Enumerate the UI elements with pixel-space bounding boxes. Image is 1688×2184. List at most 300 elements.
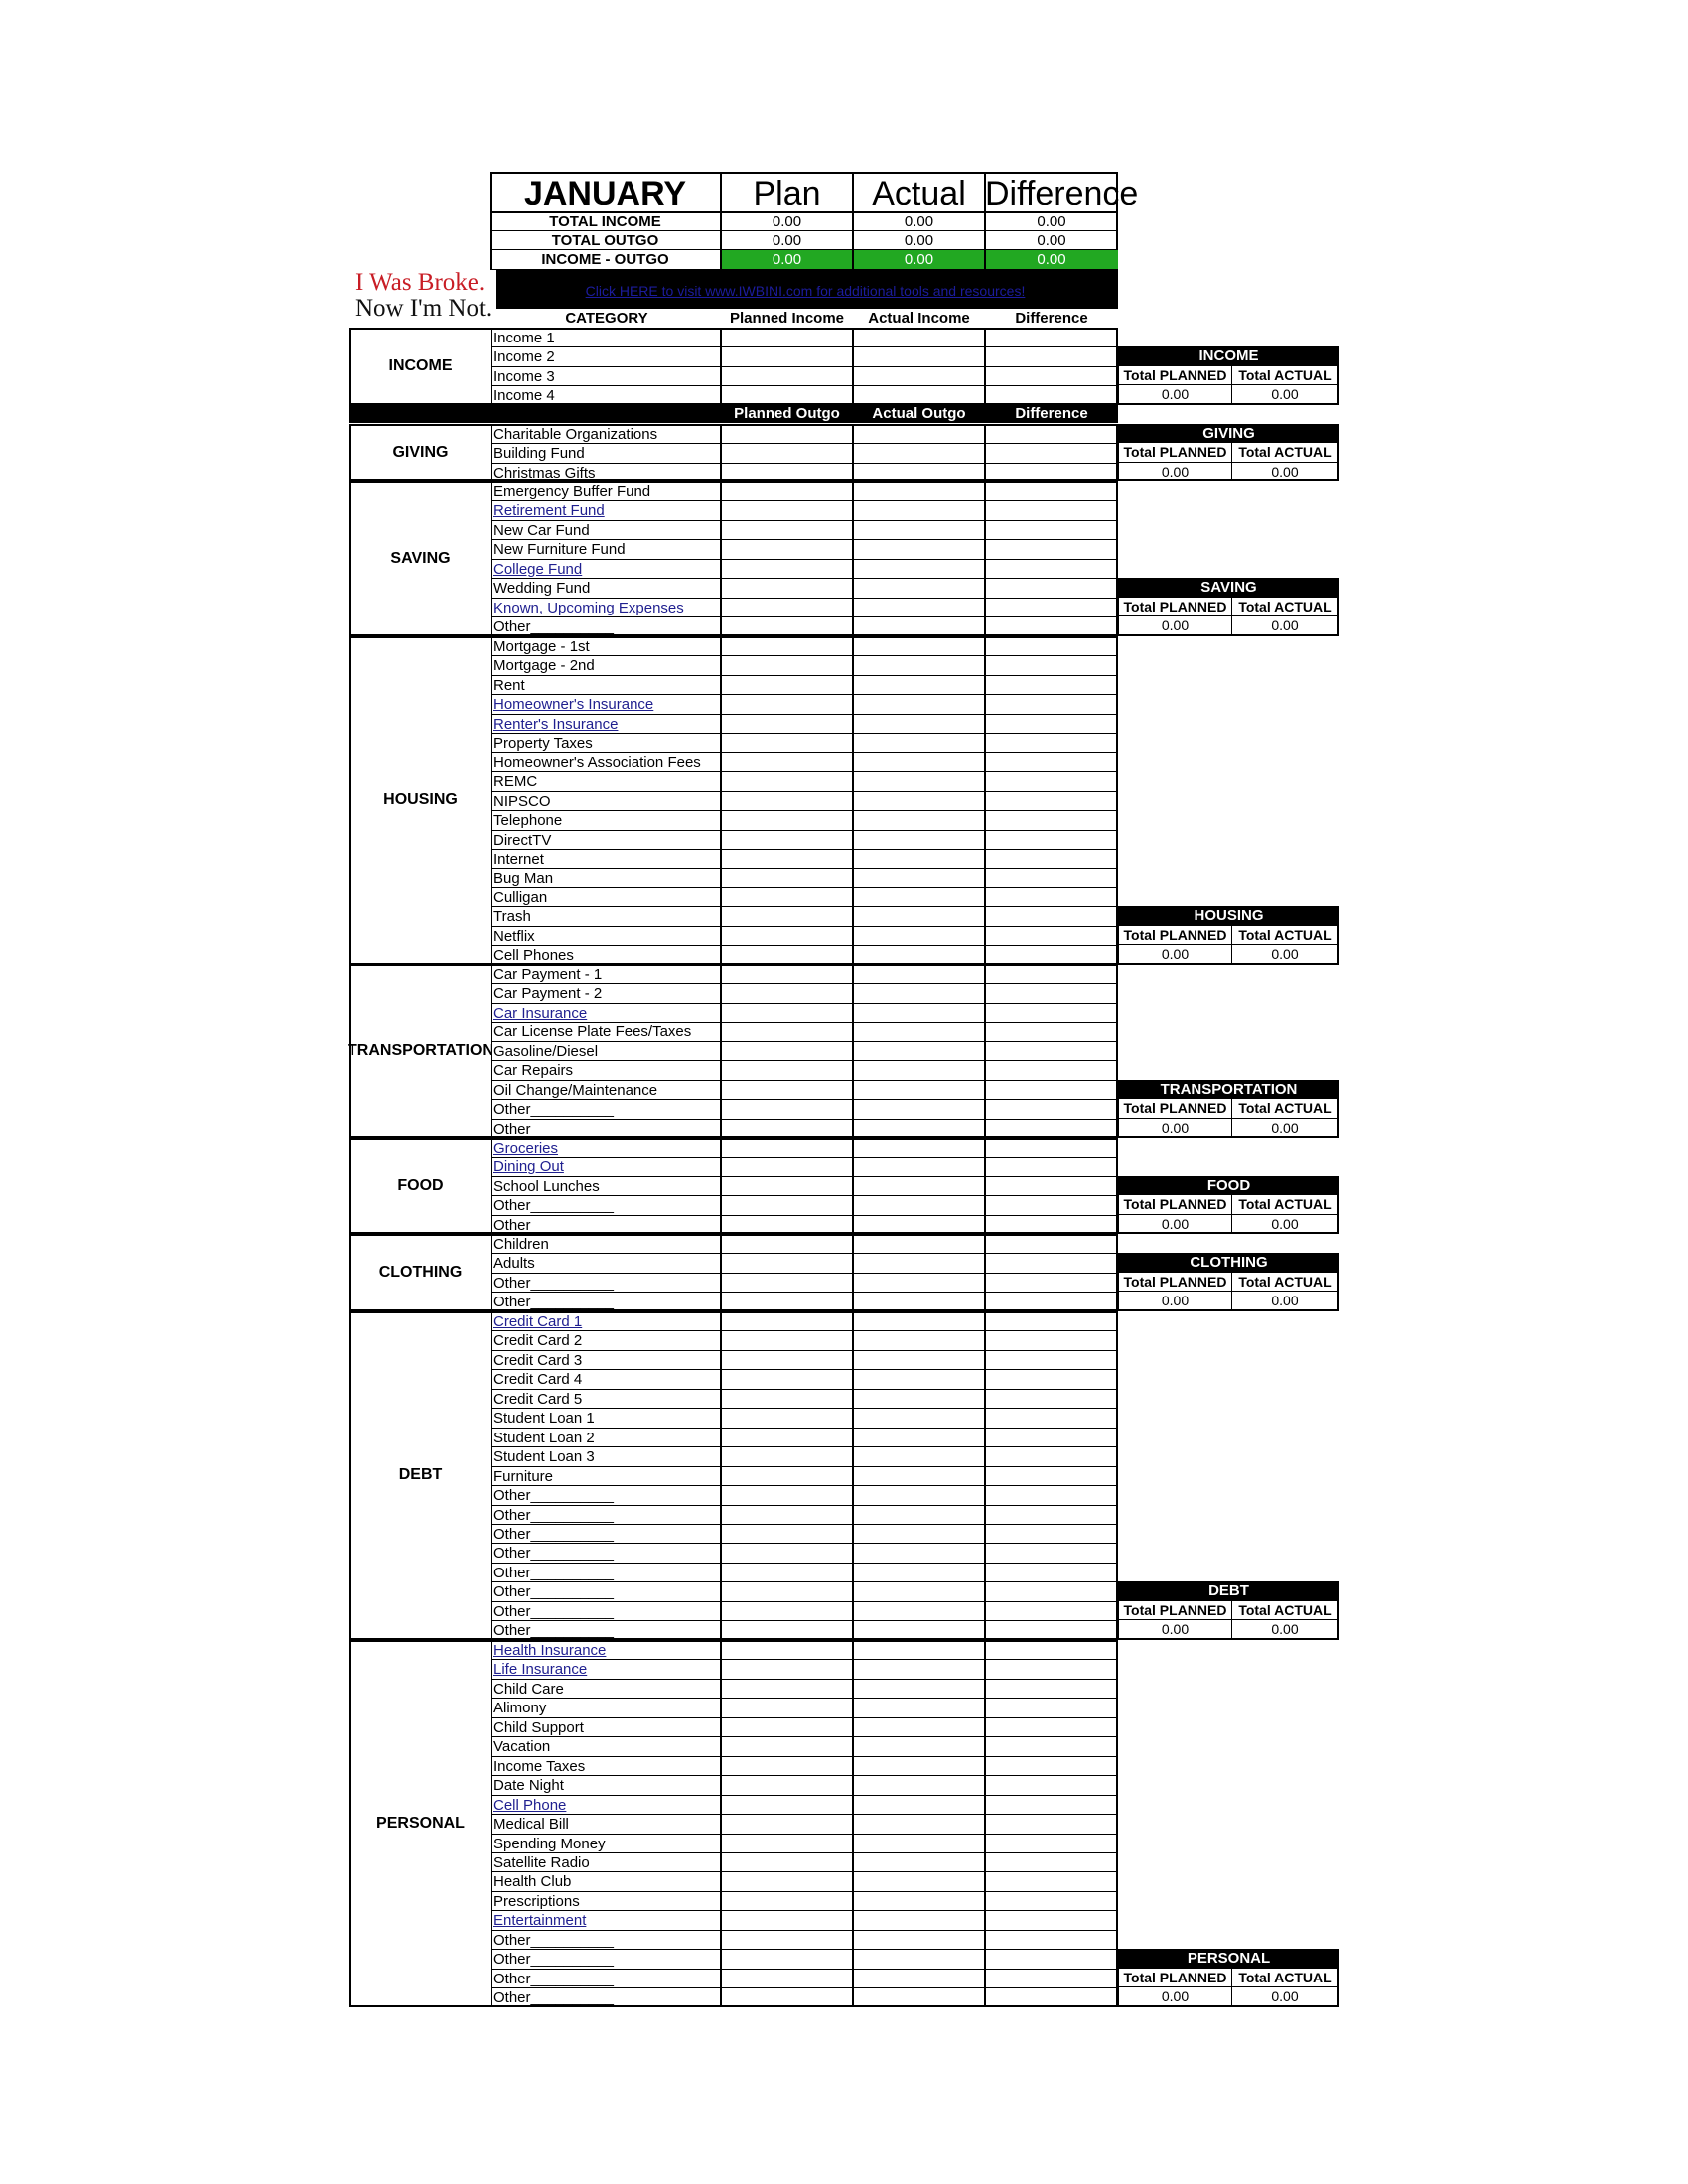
row-saving-difference-input[interactable] bbox=[986, 617, 1116, 634]
summary-net-difference[interactable]: 0.00 bbox=[985, 250, 1118, 269]
row-income-planned-input[interactable] bbox=[722, 367, 851, 384]
row-debt-difference-input[interactable] bbox=[986, 1390, 1116, 1407]
row-housing-difference-input[interactable] bbox=[986, 831, 1116, 848]
summary-total-outgo-plan[interactable]: 0.00 bbox=[772, 232, 802, 249]
row-saving-actual-input[interactable] bbox=[854, 521, 983, 538]
row-food-planned-input[interactable] bbox=[722, 1177, 851, 1194]
row-transportation-actual-input[interactable] bbox=[854, 1004, 983, 1021]
row-housing-difference-input[interactable] bbox=[986, 676, 1116, 693]
row-personal-difference-input[interactable] bbox=[986, 1970, 1116, 1986]
row-housing-difference-input[interactable] bbox=[986, 811, 1116, 828]
row-clothing-planned-input[interactable] bbox=[722, 1274, 851, 1291]
row-transportation-planned-input[interactable] bbox=[722, 1120, 851, 1137]
row-saving-planned-input[interactable] bbox=[722, 521, 851, 538]
row-saving-actual-input[interactable] bbox=[854, 617, 983, 634]
row-transportation-difference-input[interactable] bbox=[986, 1042, 1116, 1059]
row-housing-planned-input[interactable] bbox=[722, 869, 851, 886]
row-transportation-planned-input[interactable] bbox=[722, 1004, 851, 1021]
row-saving-difference-input[interactable] bbox=[986, 579, 1116, 596]
row-saving-difference-input[interactable] bbox=[986, 521, 1116, 538]
row-transportation-label[interactable]: Car Insurance bbox=[493, 1004, 588, 1022]
row-personal-difference-input[interactable] bbox=[986, 1872, 1116, 1889]
row-food-planned-input[interactable] bbox=[722, 1139, 851, 1156]
row-food-difference-input[interactable] bbox=[986, 1158, 1116, 1174]
row-transportation-planned-input[interactable] bbox=[722, 1100, 851, 1117]
row-saving-planned-input[interactable] bbox=[722, 482, 851, 499]
row-housing-actual-input[interactable] bbox=[854, 676, 983, 693]
row-personal-actual-input[interactable] bbox=[854, 1699, 983, 1715]
row-housing-difference-input[interactable] bbox=[986, 888, 1116, 905]
row-transportation-actual-input[interactable] bbox=[854, 1061, 983, 1078]
row-transportation-actual-input[interactable] bbox=[854, 1042, 983, 1059]
row-debt-difference-input[interactable] bbox=[986, 1370, 1116, 1387]
row-debt-planned-input[interactable] bbox=[722, 1564, 851, 1580]
row-debt-planned-input[interactable] bbox=[722, 1429, 851, 1445]
row-housing-actual-input[interactable] bbox=[854, 869, 983, 886]
row-saving-label[interactable]: College Fund bbox=[493, 560, 583, 578]
row-housing-planned-input[interactable] bbox=[722, 637, 851, 654]
row-giving-actual-input[interactable] bbox=[854, 425, 983, 442]
row-food-difference-input[interactable] bbox=[986, 1177, 1116, 1194]
row-debt-difference-input[interactable] bbox=[986, 1486, 1116, 1503]
row-food-actual-input[interactable] bbox=[854, 1158, 983, 1174]
row-personal-planned-input[interactable] bbox=[722, 1660, 851, 1677]
row-personal-difference-input[interactable] bbox=[986, 1718, 1116, 1735]
row-transportation-actual-input[interactable] bbox=[854, 1100, 983, 1117]
row-debt-actual-input[interactable] bbox=[854, 1544, 983, 1561]
row-personal-difference-input[interactable] bbox=[986, 1660, 1116, 1677]
row-personal-difference-input[interactable] bbox=[986, 1892, 1116, 1909]
row-food-label[interactable]: Groceries bbox=[493, 1140, 559, 1157]
row-income-difference-input[interactable] bbox=[986, 386, 1116, 403]
row-personal-planned-input[interactable] bbox=[722, 1970, 851, 1986]
row-giving-actual-input[interactable] bbox=[854, 444, 983, 461]
row-housing-difference-input[interactable] bbox=[986, 695, 1116, 712]
row-housing-actual-input[interactable] bbox=[854, 927, 983, 944]
row-income-actual-input[interactable] bbox=[854, 329, 983, 345]
row-personal-difference-input[interactable] bbox=[986, 1911, 1116, 1928]
row-personal-difference-input[interactable] bbox=[986, 1699, 1116, 1715]
summary-total-outgo-actual[interactable]: 0.00 bbox=[904, 232, 934, 249]
row-debt-actual-input[interactable] bbox=[854, 1351, 983, 1368]
row-saving-actual-input[interactable] bbox=[854, 599, 983, 615]
row-personal-planned-input[interactable] bbox=[722, 1718, 851, 1735]
totals-clothing-actual-value: 0.00 bbox=[1232, 1292, 1339, 1310]
row-food-difference-input[interactable] bbox=[986, 1216, 1116, 1233]
row-personal-planned-input[interactable] bbox=[722, 1776, 851, 1793]
row-transportation-difference-input[interactable] bbox=[986, 1023, 1116, 1039]
row-debt-actual-input[interactable] bbox=[854, 1506, 983, 1523]
row-debt-planned-input[interactable] bbox=[722, 1525, 851, 1542]
row-personal-planned-input[interactable] bbox=[722, 1911, 851, 1928]
row-housing-actual-input[interactable] bbox=[854, 772, 983, 789]
row-debt-label[interactable]: Credit Card 1 bbox=[493, 1313, 583, 1330]
row-personal-actual-input[interactable] bbox=[854, 1911, 983, 1928]
row-clothing-actual-input[interactable] bbox=[854, 1254, 983, 1271]
row-debt-label: Credit Card 5 bbox=[493, 1390, 583, 1408]
row-debt-difference-input[interactable] bbox=[986, 1409, 1116, 1426]
row-housing-actual-input[interactable] bbox=[854, 888, 983, 905]
row-transportation-difference-input[interactable] bbox=[986, 1081, 1116, 1098]
row-transportation-difference-input[interactable] bbox=[986, 1100, 1116, 1117]
row-debt-actual-input[interactable] bbox=[854, 1564, 983, 1580]
row-income-planned-input[interactable] bbox=[722, 329, 851, 345]
row-debt-actual-input[interactable] bbox=[854, 1467, 983, 1484]
row-housing-actual-input[interactable] bbox=[854, 695, 983, 712]
row-debt-planned-input[interactable] bbox=[722, 1351, 851, 1368]
row-transportation-difference-input[interactable] bbox=[986, 965, 1116, 982]
row-food-difference-input[interactable] bbox=[986, 1196, 1116, 1213]
row-income-actual-input[interactable] bbox=[854, 347, 983, 364]
row-debt-planned-input[interactable] bbox=[722, 1506, 851, 1523]
resources-link[interactable]: Click HERE to visit www.IWBINI.com for additional tools and resources! bbox=[585, 283, 1026, 299]
row-saving-actual-input[interactable] bbox=[854, 482, 983, 499]
row-personal-planned-input[interactable] bbox=[722, 1835, 851, 1851]
row-clothing-difference-input[interactable] bbox=[986, 1254, 1116, 1271]
row-housing-planned-input[interactable] bbox=[722, 888, 851, 905]
row-giving-actual-input[interactable] bbox=[854, 464, 983, 480]
row-personal-difference-input[interactable] bbox=[986, 1796, 1116, 1813]
row-housing-planned-input[interactable] bbox=[722, 831, 851, 848]
row-personal-actual-input[interactable] bbox=[854, 1872, 983, 1889]
row-housing-difference-input[interactable] bbox=[986, 734, 1116, 751]
row-transportation-actual-input[interactable] bbox=[854, 984, 983, 1001]
month-title: JANUARY bbox=[523, 175, 687, 212]
row-food-actual-input[interactable] bbox=[854, 1177, 983, 1194]
row-personal-actual-input[interactable] bbox=[854, 1950, 983, 1967]
row-transportation-actual-input[interactable] bbox=[854, 1023, 983, 1039]
row-debt-actual-input[interactable] bbox=[854, 1370, 983, 1387]
row-housing-actual-input[interactable] bbox=[854, 753, 983, 770]
row-personal-actual-input[interactable] bbox=[854, 1853, 983, 1870]
row-clothing-label: Children bbox=[493, 1236, 549, 1253]
row-saving-planned-input[interactable] bbox=[722, 599, 851, 615]
row-housing-difference-input[interactable] bbox=[986, 792, 1116, 809]
row-saving-label[interactable]: Known, Upcoming Expenses bbox=[493, 599, 684, 616]
row-debt-difference-input[interactable] bbox=[986, 1621, 1116, 1638]
row-housing-planned-input[interactable] bbox=[722, 811, 851, 828]
row-debt-planned-input[interactable] bbox=[722, 1602, 851, 1619]
row-personal-actual-input[interactable] bbox=[854, 1835, 983, 1851]
row-transportation-actual-input[interactable] bbox=[854, 965, 983, 982]
planned-outgo-header: Planned Outgo bbox=[734, 405, 840, 422]
row-housing-planned-input[interactable] bbox=[722, 656, 851, 673]
row-personal-label[interactable]: Life Insurance bbox=[493, 1661, 588, 1679]
row-saving-planned-input[interactable] bbox=[722, 579, 851, 596]
row-housing-difference-input[interactable] bbox=[986, 637, 1116, 654]
row-housing-actual-input[interactable] bbox=[854, 811, 983, 828]
row-personal-actual-input[interactable] bbox=[854, 1796, 983, 1813]
row-housing-actual-input[interactable] bbox=[854, 792, 983, 809]
row-personal-actual-input[interactable] bbox=[854, 1641, 983, 1658]
row-personal-planned-input[interactable] bbox=[722, 1892, 851, 1909]
row-debt-actual-input[interactable] bbox=[854, 1312, 983, 1329]
row-debt-difference-input[interactable] bbox=[986, 1429, 1116, 1445]
row-debt-actual-input[interactable] bbox=[854, 1486, 983, 1503]
row-saving-actual-input[interactable] bbox=[854, 501, 983, 518]
row-saving-planned-input[interactable] bbox=[722, 617, 851, 634]
row-housing-label[interactable]: Homeowner's Insurance bbox=[493, 696, 654, 714]
row-debt-difference-input[interactable] bbox=[986, 1582, 1116, 1599]
row-personal-planned-input[interactable] bbox=[722, 1680, 851, 1697]
row-saving-actual-input[interactable] bbox=[854, 560, 983, 577]
row-transportation-actual-input[interactable] bbox=[854, 1120, 983, 1137]
row-income-label: Income 3 bbox=[493, 367, 555, 385]
row-personal-actual-input[interactable] bbox=[854, 1970, 983, 1986]
row-personal-difference-input[interactable] bbox=[986, 1641, 1116, 1658]
row-food-actual-input[interactable] bbox=[854, 1196, 983, 1213]
row-housing-label[interactable]: Renter's Insurance bbox=[493, 715, 619, 733]
row-saving-difference-input[interactable] bbox=[986, 599, 1116, 615]
row-personal-planned-input[interactable] bbox=[722, 1757, 851, 1774]
row-clothing-difference-input[interactable] bbox=[986, 1235, 1116, 1252]
row-debt-actual-input[interactable] bbox=[854, 1390, 983, 1407]
row-personal-label: Prescriptions bbox=[493, 1892, 580, 1910]
row-debt-difference-input[interactable] bbox=[986, 1312, 1116, 1329]
row-clothing-actual-input[interactable] bbox=[854, 1293, 983, 1309]
totals-housing-actual-label: Total ACTUAL bbox=[1232, 926, 1339, 945]
row-income-planned-input[interactable] bbox=[722, 386, 851, 403]
row-giving-planned-input[interactable] bbox=[722, 444, 851, 461]
row-housing-actual-input[interactable] bbox=[854, 946, 983, 963]
row-housing-planned-input[interactable] bbox=[722, 772, 851, 789]
row-food-planned-input[interactable] bbox=[722, 1158, 851, 1174]
row-debt-planned-input[interactable] bbox=[722, 1390, 851, 1407]
row-debt-actual-input[interactable] bbox=[854, 1409, 983, 1426]
row-personal-actual-input[interactable] bbox=[854, 1931, 983, 1948]
row-debt-difference-input[interactable] bbox=[986, 1447, 1116, 1464]
row-saving-planned-input[interactable] bbox=[722, 560, 851, 577]
row-housing-difference-input[interactable] bbox=[986, 656, 1116, 673]
row-housing-actual-input[interactable] bbox=[854, 637, 983, 654]
row-debt-actual-input[interactable] bbox=[854, 1447, 983, 1464]
row-debt-difference-input[interactable] bbox=[986, 1506, 1116, 1523]
row-personal-planned-input[interactable] bbox=[722, 1853, 851, 1870]
row-personal-actual-input[interactable] bbox=[854, 1892, 983, 1909]
row-personal-actual-input[interactable] bbox=[854, 1718, 983, 1735]
row-debt-actual-input[interactable] bbox=[854, 1331, 983, 1348]
row-income-actual-input[interactable] bbox=[854, 386, 983, 403]
row-personal-difference-input[interactable] bbox=[986, 1853, 1116, 1870]
row-personal-actual-input[interactable] bbox=[854, 1680, 983, 1697]
row-debt-planned-input[interactable] bbox=[722, 1409, 851, 1426]
row-saving-difference-input[interactable] bbox=[986, 482, 1116, 499]
row-debt-difference-input[interactable] bbox=[986, 1331, 1116, 1348]
row-giving-planned-input[interactable] bbox=[722, 425, 851, 442]
row-transportation-actual-input[interactable] bbox=[854, 1081, 983, 1098]
row-personal-label[interactable]: Entertainment bbox=[493, 1912, 587, 1930]
row-clothing-difference-input[interactable] bbox=[986, 1293, 1116, 1309]
row-food-difference-input[interactable] bbox=[986, 1139, 1116, 1156]
row-income-planned-input[interactable] bbox=[722, 347, 851, 364]
row-personal-difference-input[interactable] bbox=[986, 1680, 1116, 1697]
row-housing-actual-input[interactable] bbox=[854, 850, 983, 867]
row-debt-difference-input[interactable] bbox=[986, 1544, 1116, 1561]
row-debt-planned-input[interactable] bbox=[722, 1312, 851, 1329]
row-personal-planned-input[interactable] bbox=[722, 1737, 851, 1754]
row-personal-difference-input[interactable] bbox=[986, 1931, 1116, 1948]
row-housing-difference-input[interactable] bbox=[986, 869, 1116, 886]
row-housing-actual-input[interactable] bbox=[854, 907, 983, 924]
totals-saving-title: SAVING bbox=[1118, 578, 1339, 597]
row-income-difference-input[interactable] bbox=[986, 329, 1116, 345]
row-personal-planned-input[interactable] bbox=[722, 1872, 851, 1889]
row-personal-difference-input[interactable] bbox=[986, 1757, 1116, 1774]
row-debt-planned-input[interactable] bbox=[722, 1486, 851, 1503]
row-saving-difference-input[interactable] bbox=[986, 501, 1116, 518]
row-clothing-planned-input[interactable] bbox=[722, 1293, 851, 1309]
row-personal-difference-input[interactable] bbox=[986, 1988, 1116, 2005]
summary-total-income-difference[interactable]: 0.00 bbox=[1037, 213, 1066, 230]
row-food-planned-input[interactable] bbox=[722, 1216, 851, 1233]
row-transportation-planned-input[interactable] bbox=[722, 1023, 851, 1039]
row-debt-difference-input[interactable] bbox=[986, 1564, 1116, 1580]
row-housing-planned-input[interactable] bbox=[722, 927, 851, 944]
row-saving-difference-input[interactable] bbox=[986, 540, 1116, 557]
row-personal-difference-input[interactable] bbox=[986, 1815, 1116, 1832]
row-transportation-difference-input[interactable] bbox=[986, 1120, 1116, 1137]
row-personal-planned-input[interactable] bbox=[722, 1815, 851, 1832]
row-clothing-planned-input[interactable] bbox=[722, 1254, 851, 1271]
row-housing-planned-input[interactable] bbox=[722, 946, 851, 963]
row-housing-planned-input[interactable] bbox=[722, 676, 851, 693]
actual-income-header: Actual Income bbox=[868, 310, 970, 327]
row-personal-label[interactable]: Health Insurance bbox=[493, 1642, 607, 1659]
row-debt-planned-input[interactable] bbox=[722, 1467, 851, 1484]
row-debt-label: Other__________ bbox=[493, 1506, 614, 1524]
row-debt-planned-input[interactable] bbox=[722, 1331, 851, 1348]
row-housing-planned-input[interactable] bbox=[722, 695, 851, 712]
row-housing-difference-input[interactable] bbox=[986, 850, 1116, 867]
row-debt-planned-input[interactable] bbox=[722, 1447, 851, 1464]
row-saving-actual-input[interactable] bbox=[854, 579, 983, 596]
row-giving-difference-input[interactable] bbox=[986, 425, 1116, 442]
row-personal-label: Other__________ bbox=[493, 1951, 614, 1969]
row-housing-difference-input[interactable] bbox=[986, 772, 1116, 789]
row-housing-actual-input[interactable] bbox=[854, 831, 983, 848]
row-personal-planned-input[interactable] bbox=[722, 1950, 851, 1967]
row-saving-label[interactable]: Retirement Fund bbox=[493, 502, 605, 520]
row-transportation-planned-input[interactable] bbox=[722, 1042, 851, 1059]
row-personal-actual-input[interactable] bbox=[854, 1776, 983, 1793]
row-saving-planned-input[interactable] bbox=[722, 540, 851, 557]
row-transportation-difference-input[interactable] bbox=[986, 1061, 1116, 1078]
row-housing-planned-input[interactable] bbox=[722, 850, 851, 867]
row-saving-label: Emergency Buffer Fund bbox=[493, 483, 651, 500]
row-personal-actual-input[interactable] bbox=[854, 1988, 983, 2005]
summary-total-income-actual[interactable]: 0.00 bbox=[904, 213, 934, 230]
row-transportation-planned-input[interactable] bbox=[722, 965, 851, 982]
row-debt-actual-input[interactable] bbox=[854, 1602, 983, 1619]
row-personal-planned-input[interactable] bbox=[722, 1699, 851, 1715]
summary-total-income-plan[interactable]: 0.00 bbox=[772, 213, 802, 230]
row-income-actual-input[interactable] bbox=[854, 367, 983, 384]
row-personal-planned-input[interactable] bbox=[722, 1641, 851, 1658]
row-personal-label[interactable]: Cell Phone bbox=[493, 1796, 567, 1814]
category-debt: DEBT bbox=[349, 1311, 491, 1640]
row-food-actual-input[interactable] bbox=[854, 1216, 983, 1233]
row-income-difference-input[interactable] bbox=[986, 347, 1116, 364]
row-debt-difference-input[interactable] bbox=[986, 1351, 1116, 1368]
row-housing-difference-input[interactable] bbox=[986, 907, 1116, 924]
row-saving-planned-input[interactable] bbox=[722, 501, 851, 518]
row-housing-difference-input[interactable] bbox=[986, 715, 1116, 732]
row-saving-actual-input[interactable] bbox=[854, 540, 983, 557]
row-housing-planned-input[interactable] bbox=[722, 753, 851, 770]
row-personal-difference-input[interactable] bbox=[986, 1950, 1116, 1967]
logo-line-2: Now I'm Not. bbox=[355, 295, 492, 322]
row-debt-label: Credit Card 4 bbox=[493, 1371, 583, 1389]
row-food-actual-input[interactable] bbox=[854, 1139, 983, 1156]
row-housing-difference-input[interactable] bbox=[986, 946, 1116, 963]
row-personal-difference-input[interactable] bbox=[986, 1835, 1116, 1851]
row-personal-actual-input[interactable] bbox=[854, 1737, 983, 1754]
summary-net-plan[interactable]: 0.00 bbox=[721, 250, 853, 269]
row-personal-planned-input[interactable] bbox=[722, 1796, 851, 1813]
row-personal-label: Other__________ bbox=[493, 1989, 614, 2007]
row-saving-difference-input[interactable] bbox=[986, 560, 1116, 577]
row-transportation-planned-input[interactable] bbox=[722, 1061, 851, 1078]
row-personal-actual-input[interactable] bbox=[854, 1757, 983, 1774]
row-housing-planned-input[interactable] bbox=[722, 734, 851, 751]
row-transportation-planned-input[interactable] bbox=[722, 1081, 851, 1098]
row-housing-planned-input[interactable] bbox=[722, 792, 851, 809]
summary-total-outgo-difference[interactable]: 0.00 bbox=[1037, 232, 1066, 249]
row-debt-actual-input[interactable] bbox=[854, 1582, 983, 1599]
row-debt-planned-input[interactable] bbox=[722, 1544, 851, 1561]
summary-net-actual[interactable]: 0.00 bbox=[853, 250, 985, 269]
row-debt-planned-input[interactable] bbox=[722, 1370, 851, 1387]
row-food-label[interactable]: Dining Out bbox=[493, 1159, 564, 1176]
row-clothing-planned-input[interactable] bbox=[722, 1235, 851, 1252]
row-debt-actual-input[interactable] bbox=[854, 1429, 983, 1445]
row-transportation-planned-input[interactable] bbox=[722, 984, 851, 1001]
row-debt-difference-input[interactable] bbox=[986, 1525, 1116, 1542]
row-clothing-difference-input[interactable] bbox=[986, 1274, 1116, 1291]
row-housing-actual-input[interactable] bbox=[854, 715, 983, 732]
row-transportation-difference-input[interactable] bbox=[986, 1004, 1116, 1021]
row-clothing-actual-input[interactable] bbox=[854, 1274, 983, 1291]
row-debt-difference-input[interactable] bbox=[986, 1467, 1116, 1484]
row-debt-planned-input[interactable] bbox=[722, 1582, 851, 1599]
row-food-planned-input[interactable] bbox=[722, 1196, 851, 1213]
row-housing-difference-input[interactable] bbox=[986, 753, 1116, 770]
row-personal-difference-input[interactable] bbox=[986, 1776, 1116, 1793]
row-housing-difference-input[interactable] bbox=[986, 927, 1116, 944]
row-giving-planned-input[interactable] bbox=[722, 464, 851, 480]
row-personal-actual-input[interactable] bbox=[854, 1660, 983, 1677]
row-housing-actual-input[interactable] bbox=[854, 656, 983, 673]
row-debt-label: Other__________ bbox=[493, 1564, 614, 1581]
row-debt-difference-input[interactable] bbox=[986, 1602, 1116, 1619]
row-housing-planned-input[interactable] bbox=[722, 715, 851, 732]
row-personal-planned-input[interactable] bbox=[722, 1988, 851, 2005]
row-giving-difference-input[interactable] bbox=[986, 464, 1116, 480]
totals-transportation-actual-value: 0.00 bbox=[1232, 1119, 1339, 1138]
row-debt-actual-input[interactable] bbox=[854, 1621, 983, 1638]
row-giving-difference-input[interactable] bbox=[986, 444, 1116, 461]
row-personal-actual-input[interactable] bbox=[854, 1815, 983, 1832]
row-debt-actual-input[interactable] bbox=[854, 1525, 983, 1542]
row-personal-difference-input[interactable] bbox=[986, 1737, 1116, 1754]
row-debt-planned-input[interactable] bbox=[722, 1621, 851, 1638]
row-income-difference-input[interactable] bbox=[986, 367, 1116, 384]
row-clothing-actual-input[interactable] bbox=[854, 1235, 983, 1252]
row-personal-planned-input[interactable] bbox=[722, 1931, 851, 1948]
row-housing-actual-input[interactable] bbox=[854, 734, 983, 751]
row-housing-planned-input[interactable] bbox=[722, 907, 851, 924]
row-transportation-difference-input[interactable] bbox=[986, 984, 1116, 1001]
